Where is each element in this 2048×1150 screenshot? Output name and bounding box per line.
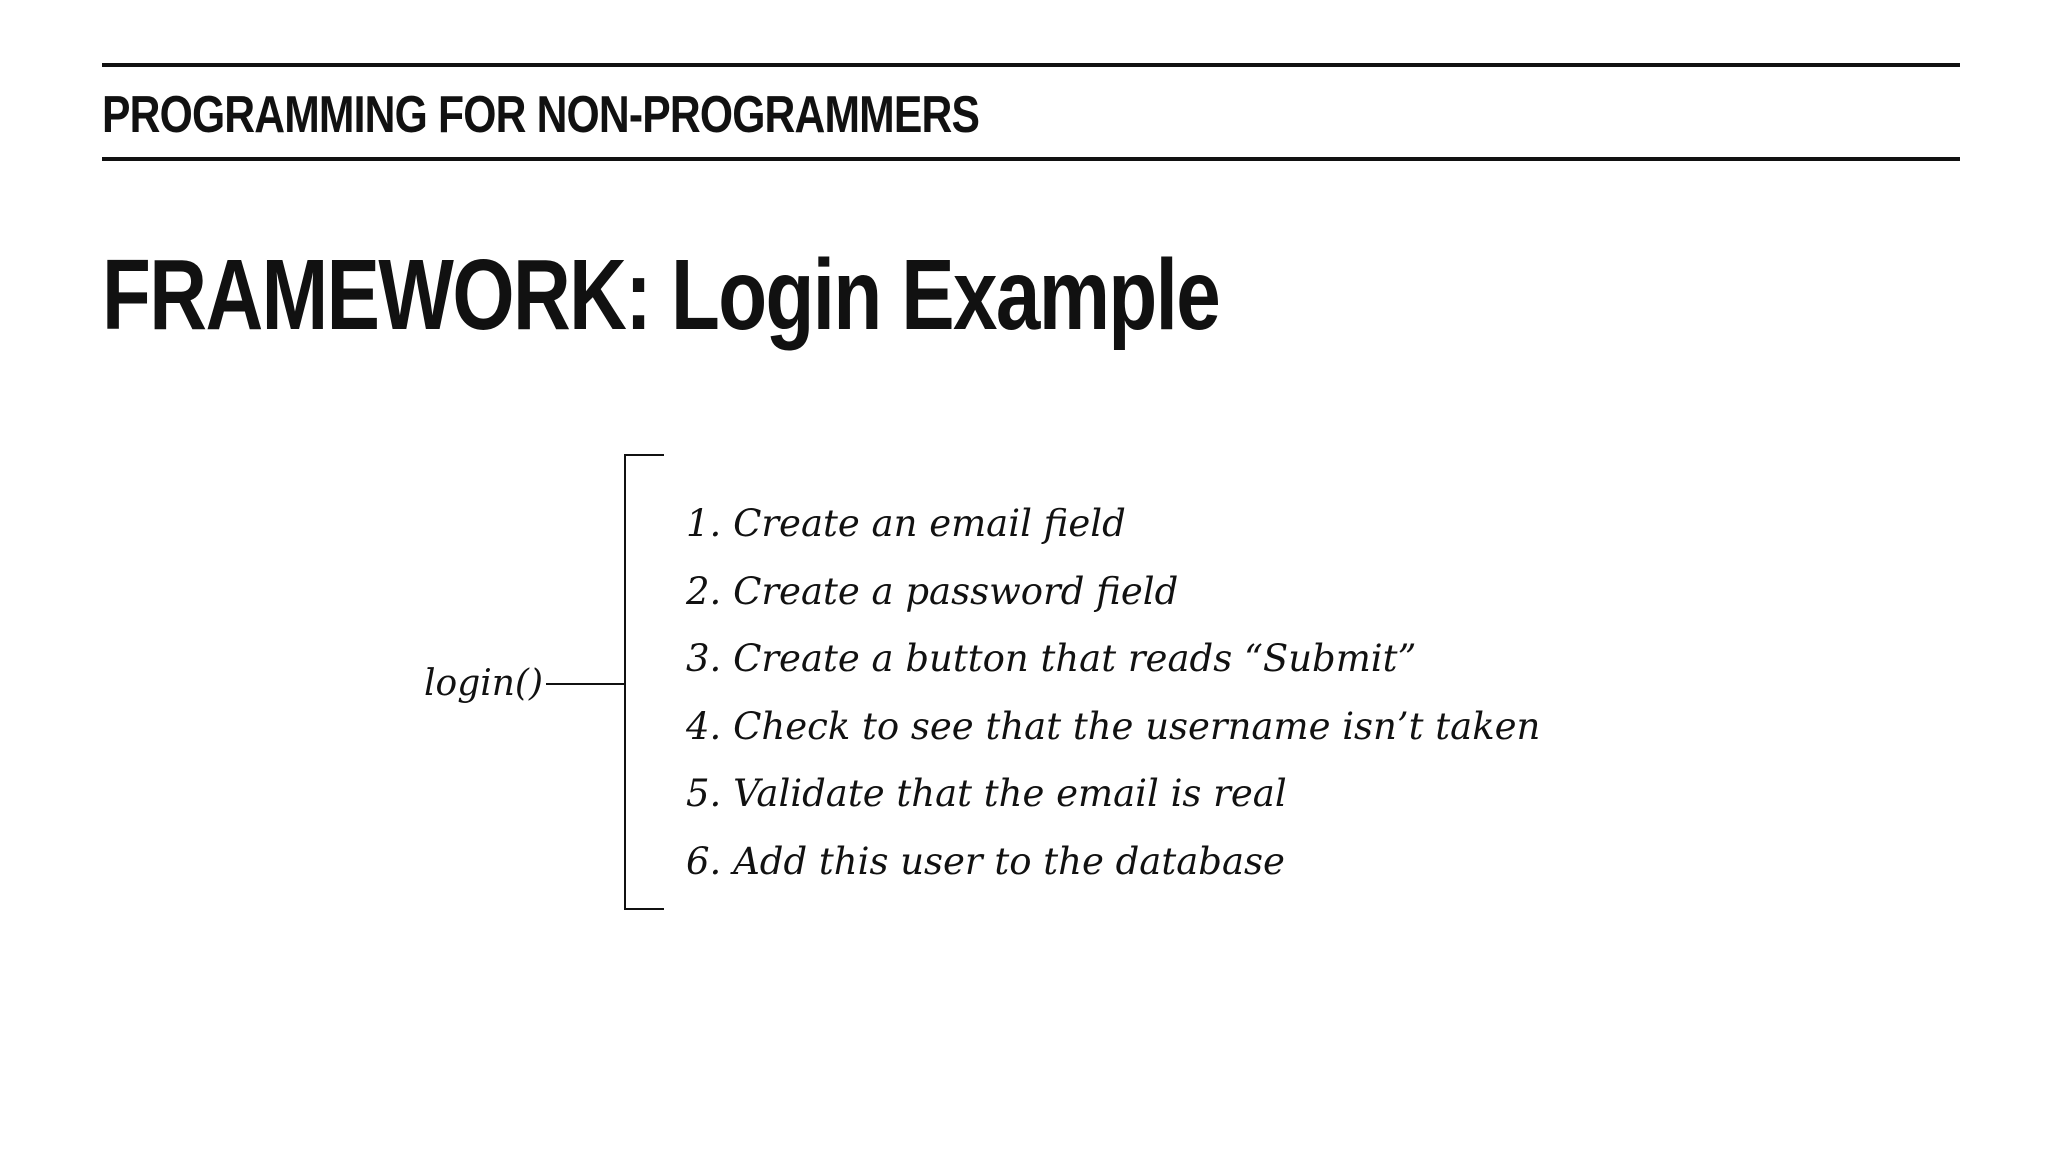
step-item: 2. Create a password field: [686, 569, 1179, 613]
connector-line: [546, 683, 626, 685]
step-item: 3. Create a button that reads “Submit”: [686, 637, 1417, 680]
steps-bracket: [624, 454, 664, 910]
course-title: PROGRAMMING FOR NON-PROGRAMMERS: [102, 86, 980, 144]
step-item: 1. Create an email field: [686, 502, 1126, 545]
function-label: login(): [424, 663, 544, 704]
slide-title: FRAMEWORK: Login Example: [102, 239, 1220, 351]
header-bottom-rule: [102, 157, 1960, 161]
header-top-rule: [102, 63, 1960, 67]
step-item: 5. Validate that the email is real: [686, 772, 1287, 815]
steps-list: [686, 490, 1540, 895]
step-item: 6. Add this user to the database: [686, 839, 1285, 883]
step-item: 4. Check to see that the username isn’t taken: [686, 704, 1541, 748]
